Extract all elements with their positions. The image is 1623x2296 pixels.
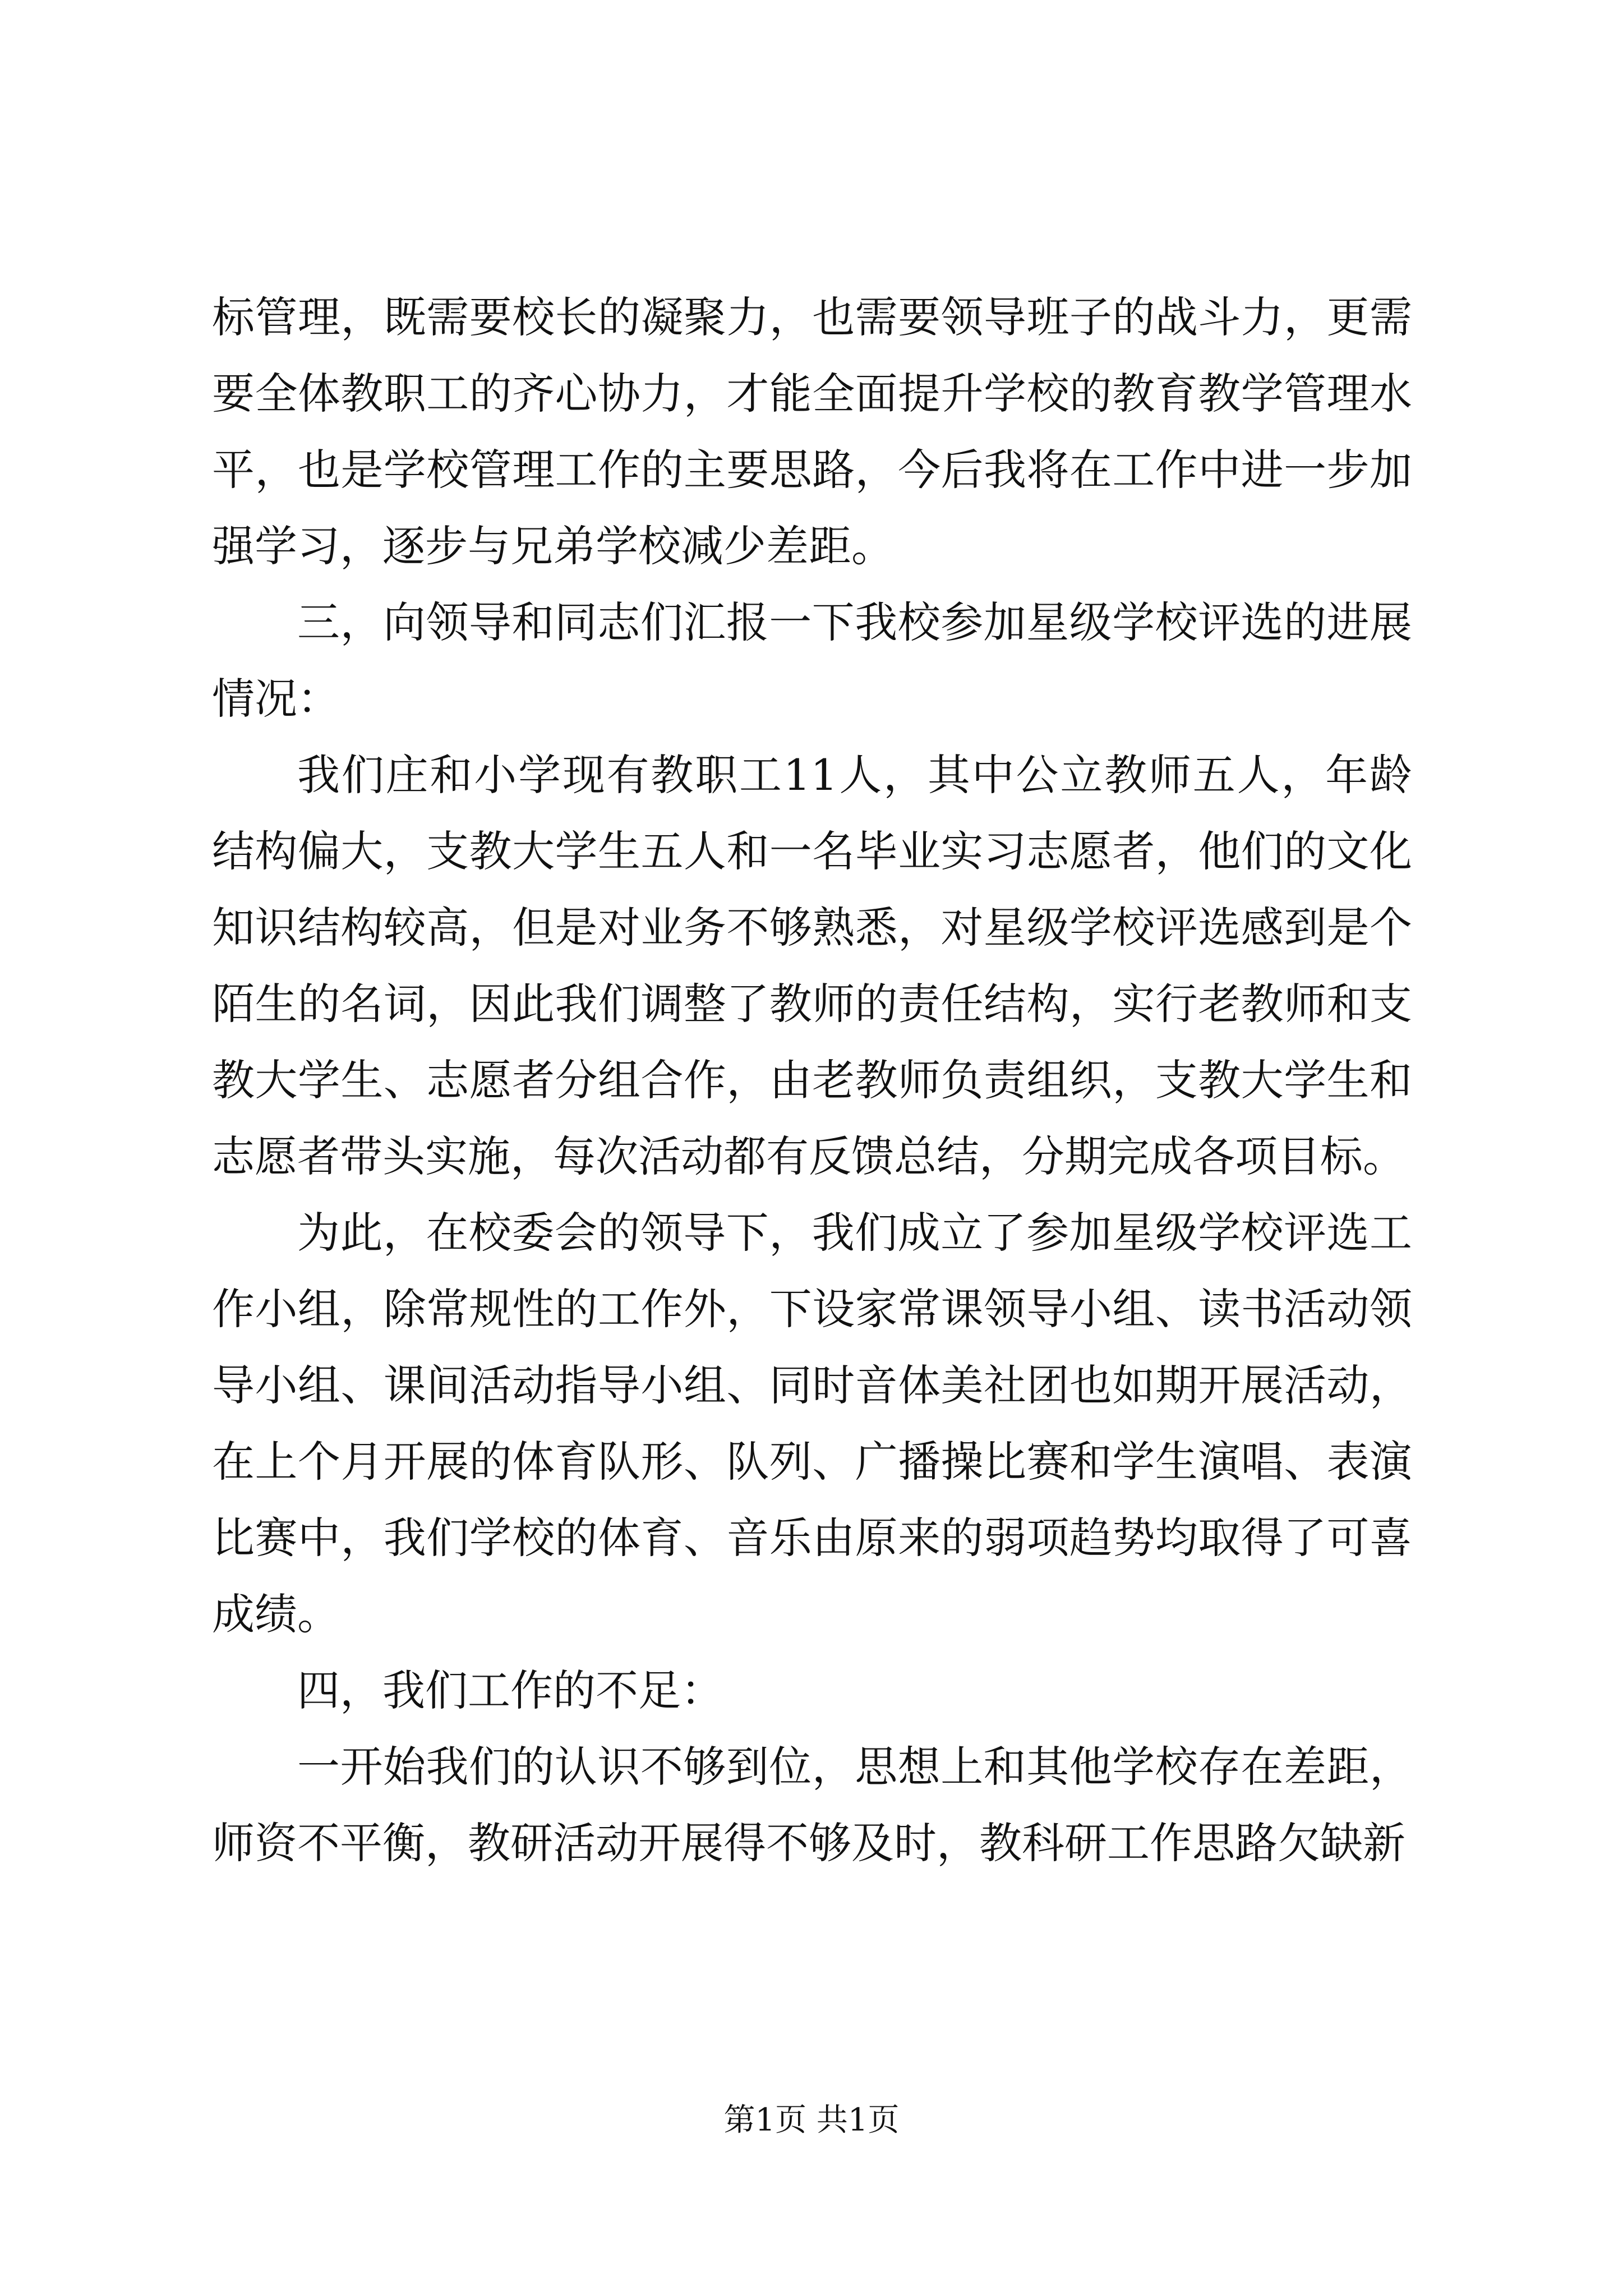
paragraph-shortcomings: 一开始我们的认识不够到位，思想上和其他学校存在差距，师资不平衡，教研活动开展得不够及时，教科研工作思路欠缺新	[212, 1742, 1412, 1868]
paragraph-continuation: 标管理，既需要校长的凝聚力，也需要领导班子的战斗力，更需要全体教职工的齐心协力，才能全面提升学校的教育教学管理水平，也是学校管理工作的主要思路，今后我将在工作中进一步加强学习，逐步与兄弟学校减少差距。	[212, 292, 1412, 571]
document-body	[212, 279, 1412, 1881]
paragraph-section-four-heading: 四，我们工作的不足：	[297, 1665, 723, 1715]
paragraph-working-groups: 为此，在校委会的领导下，我们成立了参加星级学校评选工作小组，除常规性的工作外，下设家常课领导小组、读书活动领导小组、课间活动指导小组、同时音体美社团也如期开展活动，在上个月开展的体育队形、队列、广播操比赛和学生演唱、表演比赛中，我们学校的体育、音乐由原来的弱项趋势均取得了可喜成绩。	[212, 1208, 1412, 1639]
page-number-footer: 第1页 共1页	[723, 2102, 900, 2138]
paragraph-staff-structure: 我们庄和小学现有教职工11人，其中公立教师五人，年龄结构偏大，支教大学生五人和一名毕业实习志愿者，他们的文化知识结构较高，但是对业务不够熟悉，对星级学校评选感到是个陌生的名词，因此我们调整了教师的责任结构，实行老教师和支教大学生、志愿者分组合作，由老教师负责组织，支教大学生和志愿者带头实施，每次活动都有反馈总结，分期完成各项目标。	[212, 750, 1412, 1181]
paragraph-section-three-heading: 三，向领导和同志们汇报一下我校参加星级学校评选的进展情况：	[212, 597, 1412, 724]
